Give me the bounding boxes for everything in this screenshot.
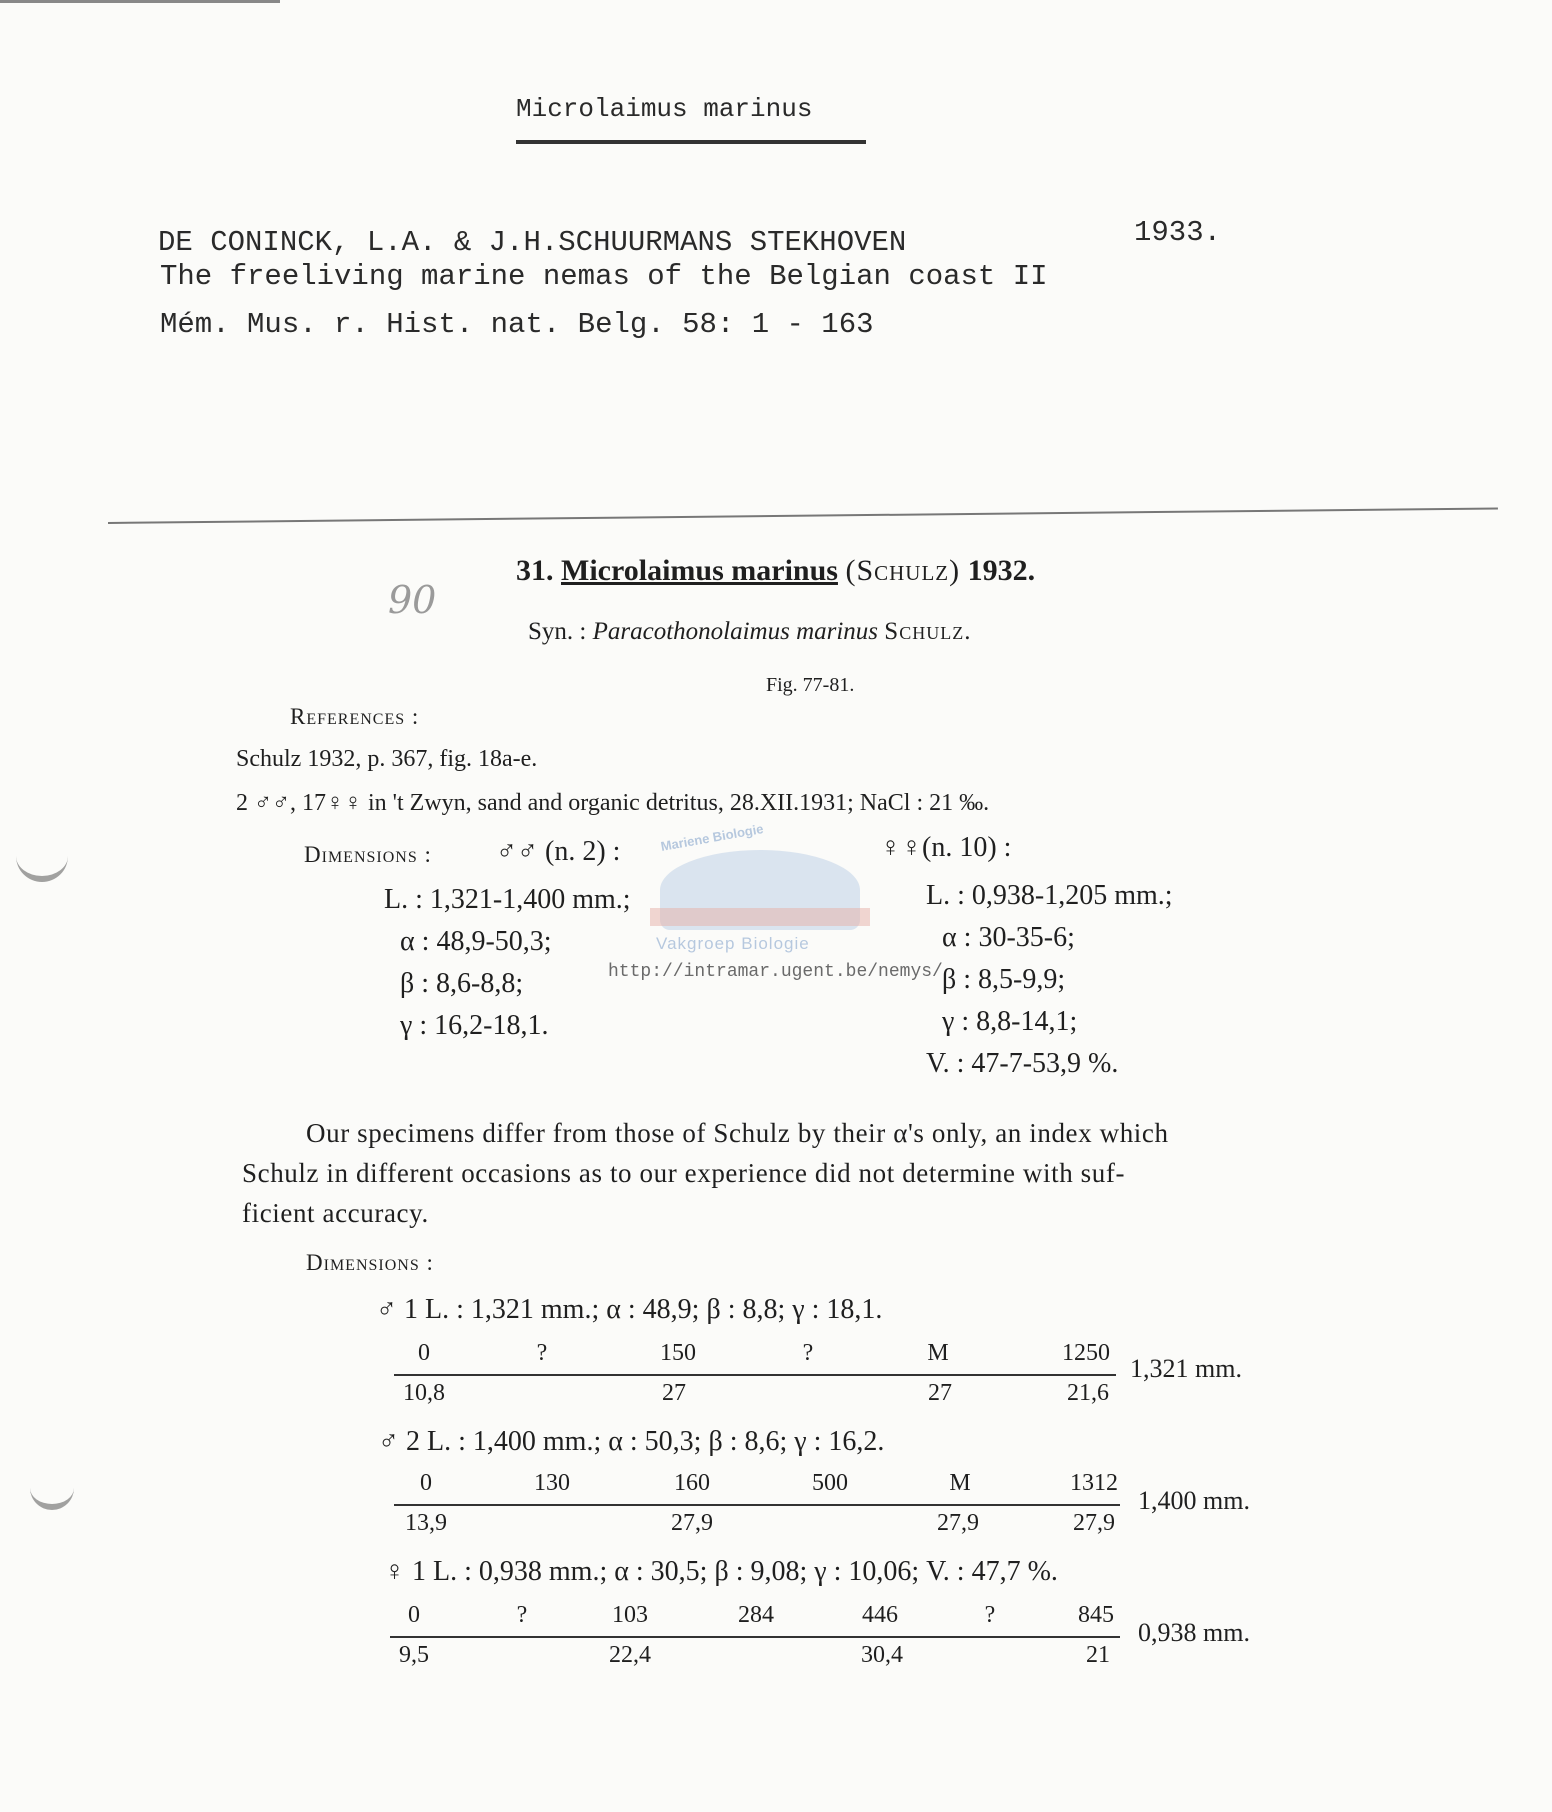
species-entry-heading bbox=[516, 554, 1035, 588]
specimen-total: 0,938 mm. bbox=[1138, 1618, 1250, 1647]
formula-value: 27,9 bbox=[671, 1510, 713, 1536]
watermark-text-bottom: Vakgroep Biologie bbox=[656, 934, 810, 953]
formula-value: 0 bbox=[420, 1470, 432, 1496]
comment-line-3: ficient accuracy. bbox=[242, 1198, 429, 1228]
dim-value: 47-7-53,9 %. bbox=[971, 1048, 1119, 1079]
dimensions-detail-label: Dimensions : bbox=[306, 1250, 434, 1275]
entry-year: 1932. bbox=[967, 554, 1036, 587]
dim-value: 48,9-50,3; bbox=[436, 926, 552, 957]
formula-value: 10,8 bbox=[403, 1380, 445, 1406]
formula-value: 0 bbox=[408, 1602, 420, 1628]
female-dim-row bbox=[926, 1048, 1118, 1080]
formula-value: ? bbox=[536, 1340, 548, 1366]
formula-value: 27 bbox=[662, 1380, 686, 1406]
synonym-author: Schulz. bbox=[884, 618, 972, 645]
comment-line-1: Our specimens differ from those of Schulz by their α's only, an index which bbox=[306, 1118, 1169, 1148]
card-title: Microlaimus marinus bbox=[516, 94, 813, 124]
figure-reference: Fig. 77-81. bbox=[766, 674, 855, 696]
dim-value: 8,8-14,1; bbox=[976, 1006, 1078, 1037]
citation-title: The freeliving marine nemas of the Belgian coast II bbox=[160, 260, 1048, 293]
female-dim-row bbox=[942, 1006, 1077, 1038]
male-dim-row bbox=[400, 968, 523, 1000]
formula-value: 9,5 bbox=[399, 1642, 429, 1668]
watermark-text-top: Mariene Biologie bbox=[659, 821, 765, 854]
formula-top-row bbox=[390, 1602, 1120, 1632]
citation-year: 1933. bbox=[1134, 216, 1222, 249]
dimensions-summary-label: Dimensions : bbox=[304, 842, 432, 867]
comment-line-2: Schulz in different occasions as to our experience did not determine with suf- bbox=[242, 1158, 1126, 1188]
dim-value: 30-35-6; bbox=[978, 922, 1075, 953]
specimen-total: 1,400 mm. bbox=[1138, 1486, 1250, 1515]
male-dim-row bbox=[400, 1010, 548, 1042]
formula-value: 103 bbox=[612, 1602, 648, 1628]
formula-value: 446 bbox=[862, 1602, 898, 1628]
reference-text: Schulz 1932, p. 367, fig. 18a-e. bbox=[236, 746, 538, 772]
synonym-line bbox=[528, 618, 971, 646]
top-edge-rule bbox=[0, 0, 280, 3]
dim-key: L. : bbox=[384, 884, 423, 915]
entry-author: (Schulz) bbox=[845, 554, 961, 587]
citation-journal: Mém. Mus. r. Hist. nat. Belg. 58: 1 - 163 bbox=[160, 308, 874, 341]
formula-bar bbox=[394, 1504, 1120, 1506]
formula-value: 21 bbox=[1086, 1642, 1110, 1668]
handwritten-page-number: 90 bbox=[388, 578, 437, 622]
formula-bar bbox=[394, 1374, 1116, 1376]
watermark bbox=[620, 820, 900, 970]
formula-value: 21,6 bbox=[1067, 1380, 1109, 1406]
formula-bar bbox=[390, 1636, 1120, 1638]
formula-value: 845 bbox=[1078, 1602, 1114, 1628]
formula-value: 30,4 bbox=[861, 1642, 903, 1668]
formula-value: 150 bbox=[660, 1340, 696, 1366]
section-divider bbox=[108, 507, 1498, 524]
formula-value: 22,4 bbox=[609, 1642, 651, 1668]
dim-value: 16,2-18,1. bbox=[434, 1010, 549, 1041]
synonym-label: Syn. : bbox=[528, 618, 587, 645]
males-header: ♂♂ (n. 2) : bbox=[496, 836, 621, 867]
references-label: References : bbox=[290, 704, 420, 729]
dim-key: β : bbox=[942, 964, 972, 995]
entry-number: 31. bbox=[516, 554, 554, 587]
female-dim-row bbox=[942, 922, 1075, 954]
female-dim-row bbox=[942, 964, 1065, 996]
formula-value: ? bbox=[516, 1602, 528, 1628]
dim-value: 1,321-1,400 mm.; bbox=[429, 884, 631, 915]
watermark-ship-stripe bbox=[650, 908, 870, 926]
dim-key: L. : bbox=[926, 880, 965, 911]
scan-mark bbox=[16, 850, 68, 882]
formula-value: 27 bbox=[928, 1380, 952, 1406]
dim-key: γ : bbox=[400, 1010, 428, 1041]
specimen-total: 1,321 mm. bbox=[1130, 1354, 1242, 1383]
specimen-heading: ♀ 1 L. : 0,938 mm.; α : 30,5; β : 9,08; γ : 10,06; V. : 47,7 %. bbox=[384, 1556, 1058, 1587]
formula-value: 1250 bbox=[1062, 1340, 1110, 1366]
scan-mark bbox=[30, 1478, 74, 1510]
formula-bottom-row bbox=[390, 1642, 1120, 1672]
synonym-name: Paracothonolaimus marinus bbox=[592, 618, 879, 645]
citation-authors: DE CONINCK, L.A. & J.H.SCHUURMANS STEKHOVEN bbox=[158, 226, 907, 259]
dim-value: 8,5-9,9; bbox=[978, 964, 1066, 995]
entry-species-name: Microlaimus marinus bbox=[561, 554, 838, 587]
formula-value: M bbox=[927, 1340, 949, 1366]
formula-value: 284 bbox=[738, 1602, 774, 1628]
formula-top-row bbox=[394, 1470, 1120, 1500]
dim-value: 8,6-8,8; bbox=[436, 968, 524, 999]
dim-key: β : bbox=[400, 968, 430, 999]
formula-value: 130 bbox=[534, 1470, 570, 1496]
material-text: 2 ♂♂, 17♀♀ in 't Zwyn, sand and organic detritus, 28.XII.1931; NaCl : 21 ‰. bbox=[236, 790, 990, 816]
specimen-heading: ♂ 1 L. : 1,321 mm.; α : 48,9; β : 8,8; γ : 18,1. bbox=[376, 1294, 883, 1325]
de-man-formula bbox=[394, 1340, 1116, 1416]
formula-value: M bbox=[949, 1470, 971, 1496]
male-dim-row bbox=[400, 926, 552, 958]
dim-key: α : bbox=[942, 922, 972, 953]
watermark-url[interactable]: http://intramar.ugent.be/nemys/ bbox=[608, 962, 943, 982]
de-man-formula bbox=[390, 1602, 1120, 1678]
specimen-heading: ♂ 2 L. : 1,400 mm.; α : 50,3; β : 8,6; γ : 16,2. bbox=[378, 1426, 885, 1457]
females-header: ♀♀(n. 10) : bbox=[880, 832, 1012, 863]
formula-value: 0 bbox=[418, 1340, 430, 1366]
formula-value: ? bbox=[984, 1602, 996, 1628]
formula-top-row bbox=[394, 1340, 1116, 1370]
female-dim-row bbox=[926, 880, 1173, 912]
dim-key: α : bbox=[400, 926, 430, 957]
dim-value: 0,938-1,205 mm.; bbox=[971, 880, 1173, 911]
formula-value: 500 bbox=[812, 1470, 848, 1496]
dim-key: V. : bbox=[926, 1048, 965, 1079]
de-man-formula bbox=[394, 1470, 1120, 1546]
male-dim-row bbox=[384, 884, 631, 916]
formula-value: 27,9 bbox=[1073, 1510, 1115, 1536]
formula-value: 160 bbox=[674, 1470, 710, 1496]
dim-key: γ : bbox=[942, 1006, 970, 1037]
formula-bottom-row bbox=[394, 1510, 1120, 1540]
formula-value: 13,9 bbox=[405, 1510, 447, 1536]
formula-value: 1312 bbox=[1070, 1470, 1118, 1496]
formula-bottom-row bbox=[394, 1380, 1116, 1410]
formula-value: 27,9 bbox=[937, 1510, 979, 1536]
formula-value: ? bbox=[802, 1340, 814, 1366]
card-title-underline bbox=[516, 140, 866, 144]
